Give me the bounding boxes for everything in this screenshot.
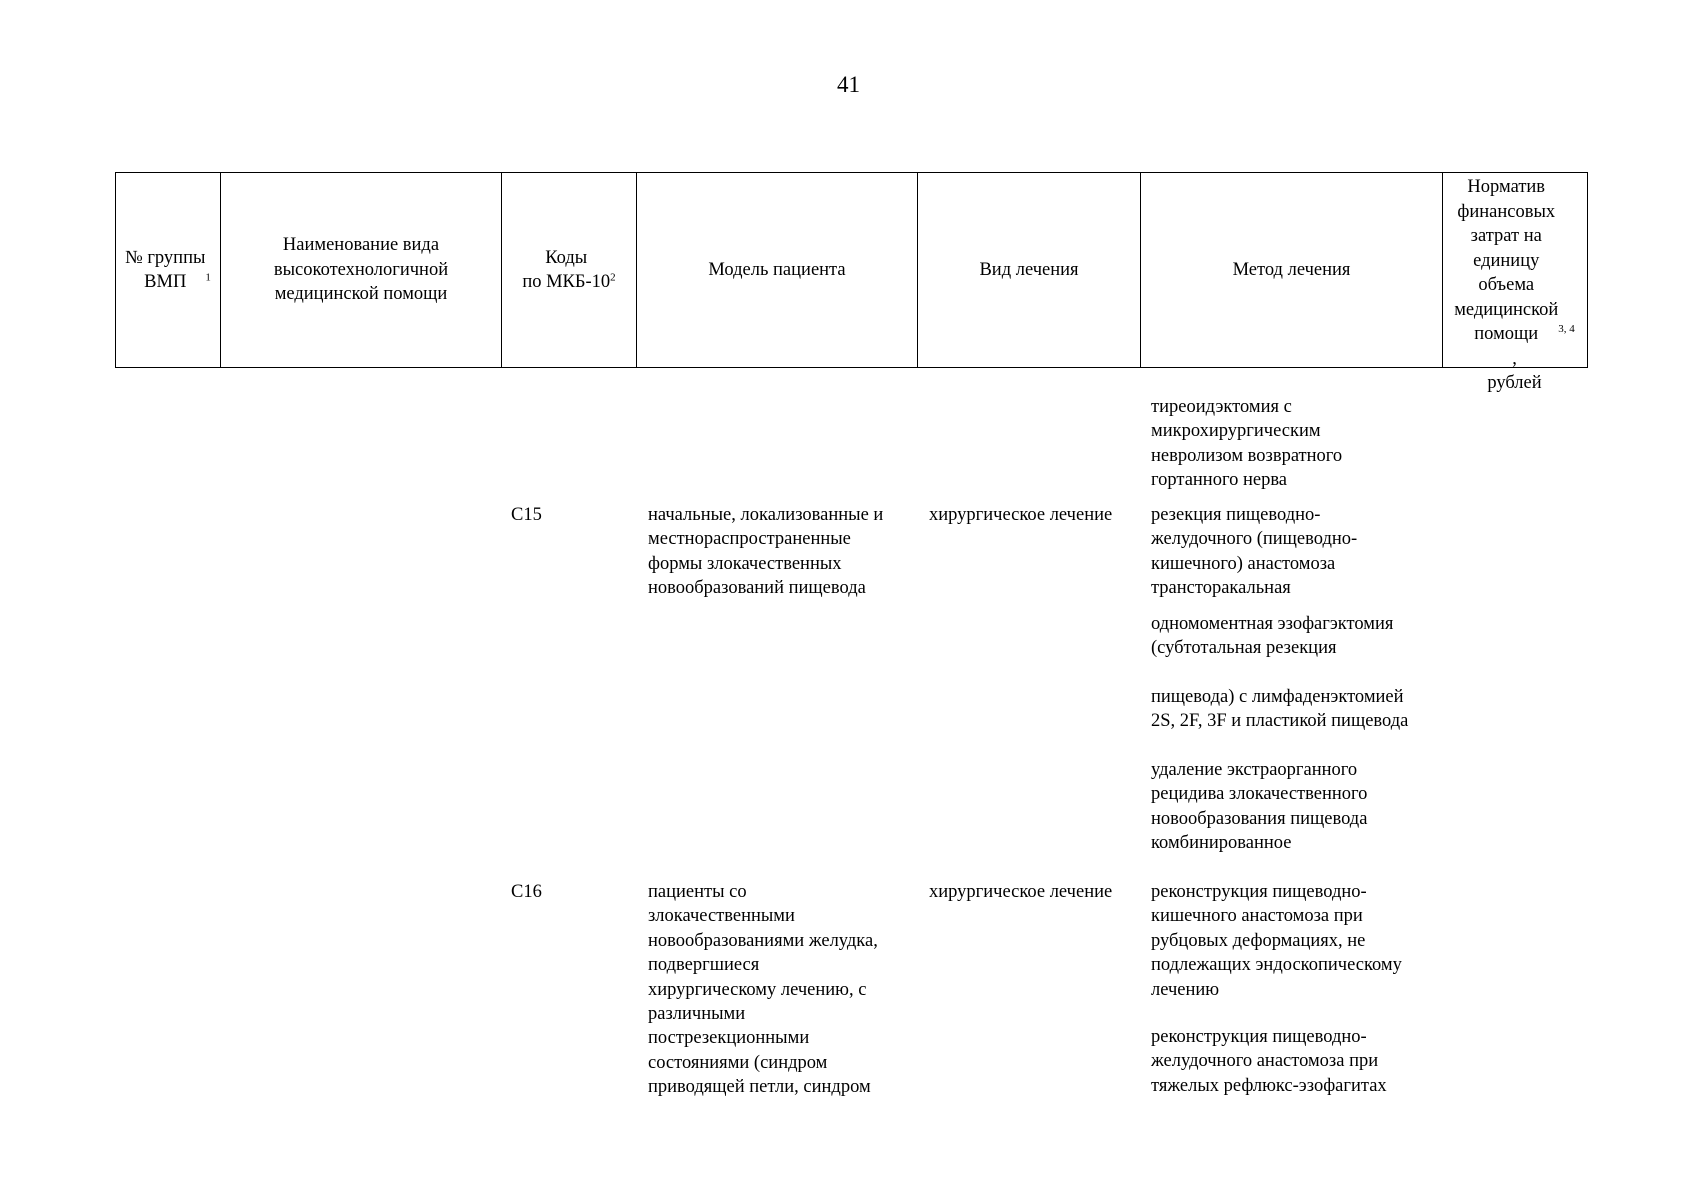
header-treatment-type: Вид лечения [918,173,1141,367]
method-cell: удаление экстраорганного рецидива злокачественного новообразования пищевода комбинированное [1151,760,1368,854]
method-cell: тиреоидэктомия с микрохирургическим невролизом возвратного гортанного нерва [1151,397,1343,491]
method-cell: одномоментная эзофагэктомия (субтотальная резекция [1151,614,1394,659]
header-care-type-name: Наименование вида высокотехнологичной медицинской помощи [221,173,502,367]
method-cell: реконструкция пищеводно- кишечного анастомоза при рубцовых деформациях, не подлежащих эндоскопическому лечению [1151,882,1402,1000]
icd-code-cell: C16 [511,882,542,902]
method-cell: пищевода) с лимфаденэктомией 2S, 2F, 3F и пластикой пищевода [1151,687,1409,732]
header-treatment-method: Метод лечения [1141,173,1443,367]
treatment-type-cell: хирургическое лечение [929,882,1113,902]
header-group-number: № группы ВМП $^1$ [116,173,221,367]
icd-code-cell: C15 [511,505,542,525]
method-cell: реконструкция пищеводно- желудочного анастомоза при тяжелых рефлюкс-эзофагитах [1151,1027,1387,1096]
header-patient-model: Модель пациента [637,173,918,367]
treatment-type-cell: хирургическое лечение [929,505,1113,525]
header-cost-standard: Норматив финансовых затрат на единицу объема медицинской помощи $^{3, 4}$, рублей [1454,177,1575,393]
method-cell: резекция пищеводно- желудочного (пищеводно- кишечного) анастомоза трансторакальная [1151,505,1358,599]
patient-model-cell: начальные, локализованные и местнораспространенные формы злокачественных новообразований пищевода [648,505,884,599]
header-icd-codes: Коды по МКБ-$10^2$ [502,173,637,367]
patient-model-cell: пациенты со злокачественными новообразованиями желудка, подвергшиеся хирургическому лечению, с различными пострезекционными состояниями (синдром приводящей петли, синдром [648,882,878,1098]
table-header [115,172,1588,393]
page-number: 41 [837,72,860,97]
